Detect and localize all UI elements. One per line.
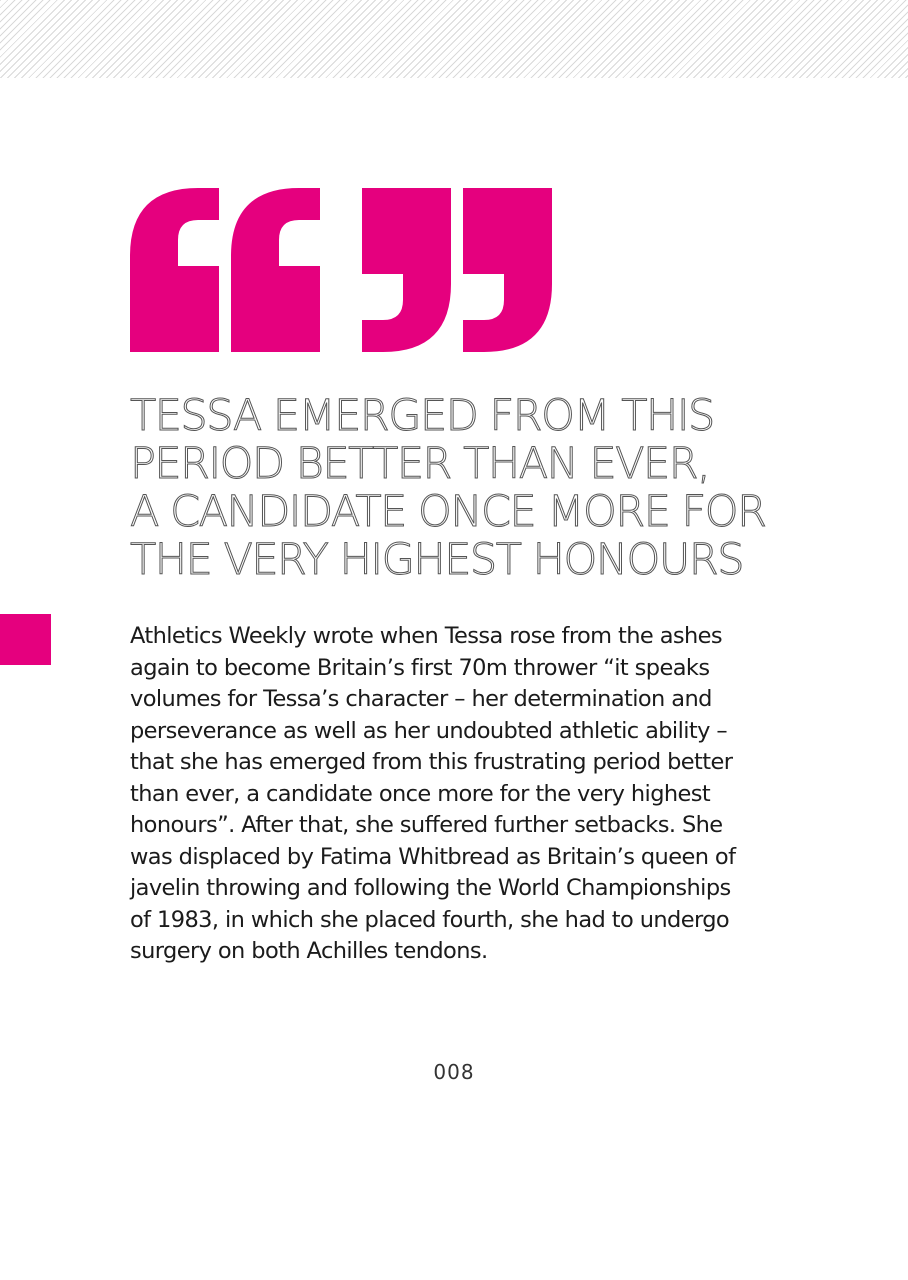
pull-quote-line: PERIOD BETTER THAN EVER, [130,439,710,489]
body-line: again to become Britain’s first 70m thrower “it speaks [130,654,710,681]
body-line: was displaced by Fatima Whitbread as Britain’s queen of [130,843,736,870]
double-close-quote-icon [362,188,552,352]
pull-quote-line: A CANDIDATE ONCE MORE FOR [130,487,766,537]
body-line: Athletics Weekly wrote when Tessa rose from the ashes [130,623,723,649]
pull-quote-line: TESSA EMERGED FROM THIS [130,391,714,441]
body-line: javelin throwing and following the World Championships [130,875,731,901]
body-paragraph [130,621,790,968]
body-line: perseverance as well as her undoubted athletic ability – [130,717,728,744]
pull-quote-line: THE VERY HIGHEST HONOURS [130,535,743,585]
open-quote-right-mark [231,188,320,352]
body-line: of 1983, in which she placed fourth, she had to undergo [130,906,730,933]
body-line: surgery on both Achilles tendons. [130,938,488,964]
double-open-quote-icon [130,188,320,352]
close-quote-right-mark [463,188,552,352]
page-number: 008 [433,1060,475,1084]
pull-quote [130,392,830,584]
accent-square [0,614,51,665]
body-line: that she has emerged from this frustrating period better [130,749,733,775]
header-hatch-pattern [0,0,908,78]
open-quote-left-mark [130,188,219,352]
body-line: honours”. After that, she suffered further setbacks. She [130,812,723,838]
body-line: than ever, a candidate once more for the very highest [130,780,711,807]
close-quote-left-mark [362,188,451,352]
body-line: volumes for Tessa’s character – her determination and [130,686,712,712]
quote-marks-graphic [130,188,552,352]
